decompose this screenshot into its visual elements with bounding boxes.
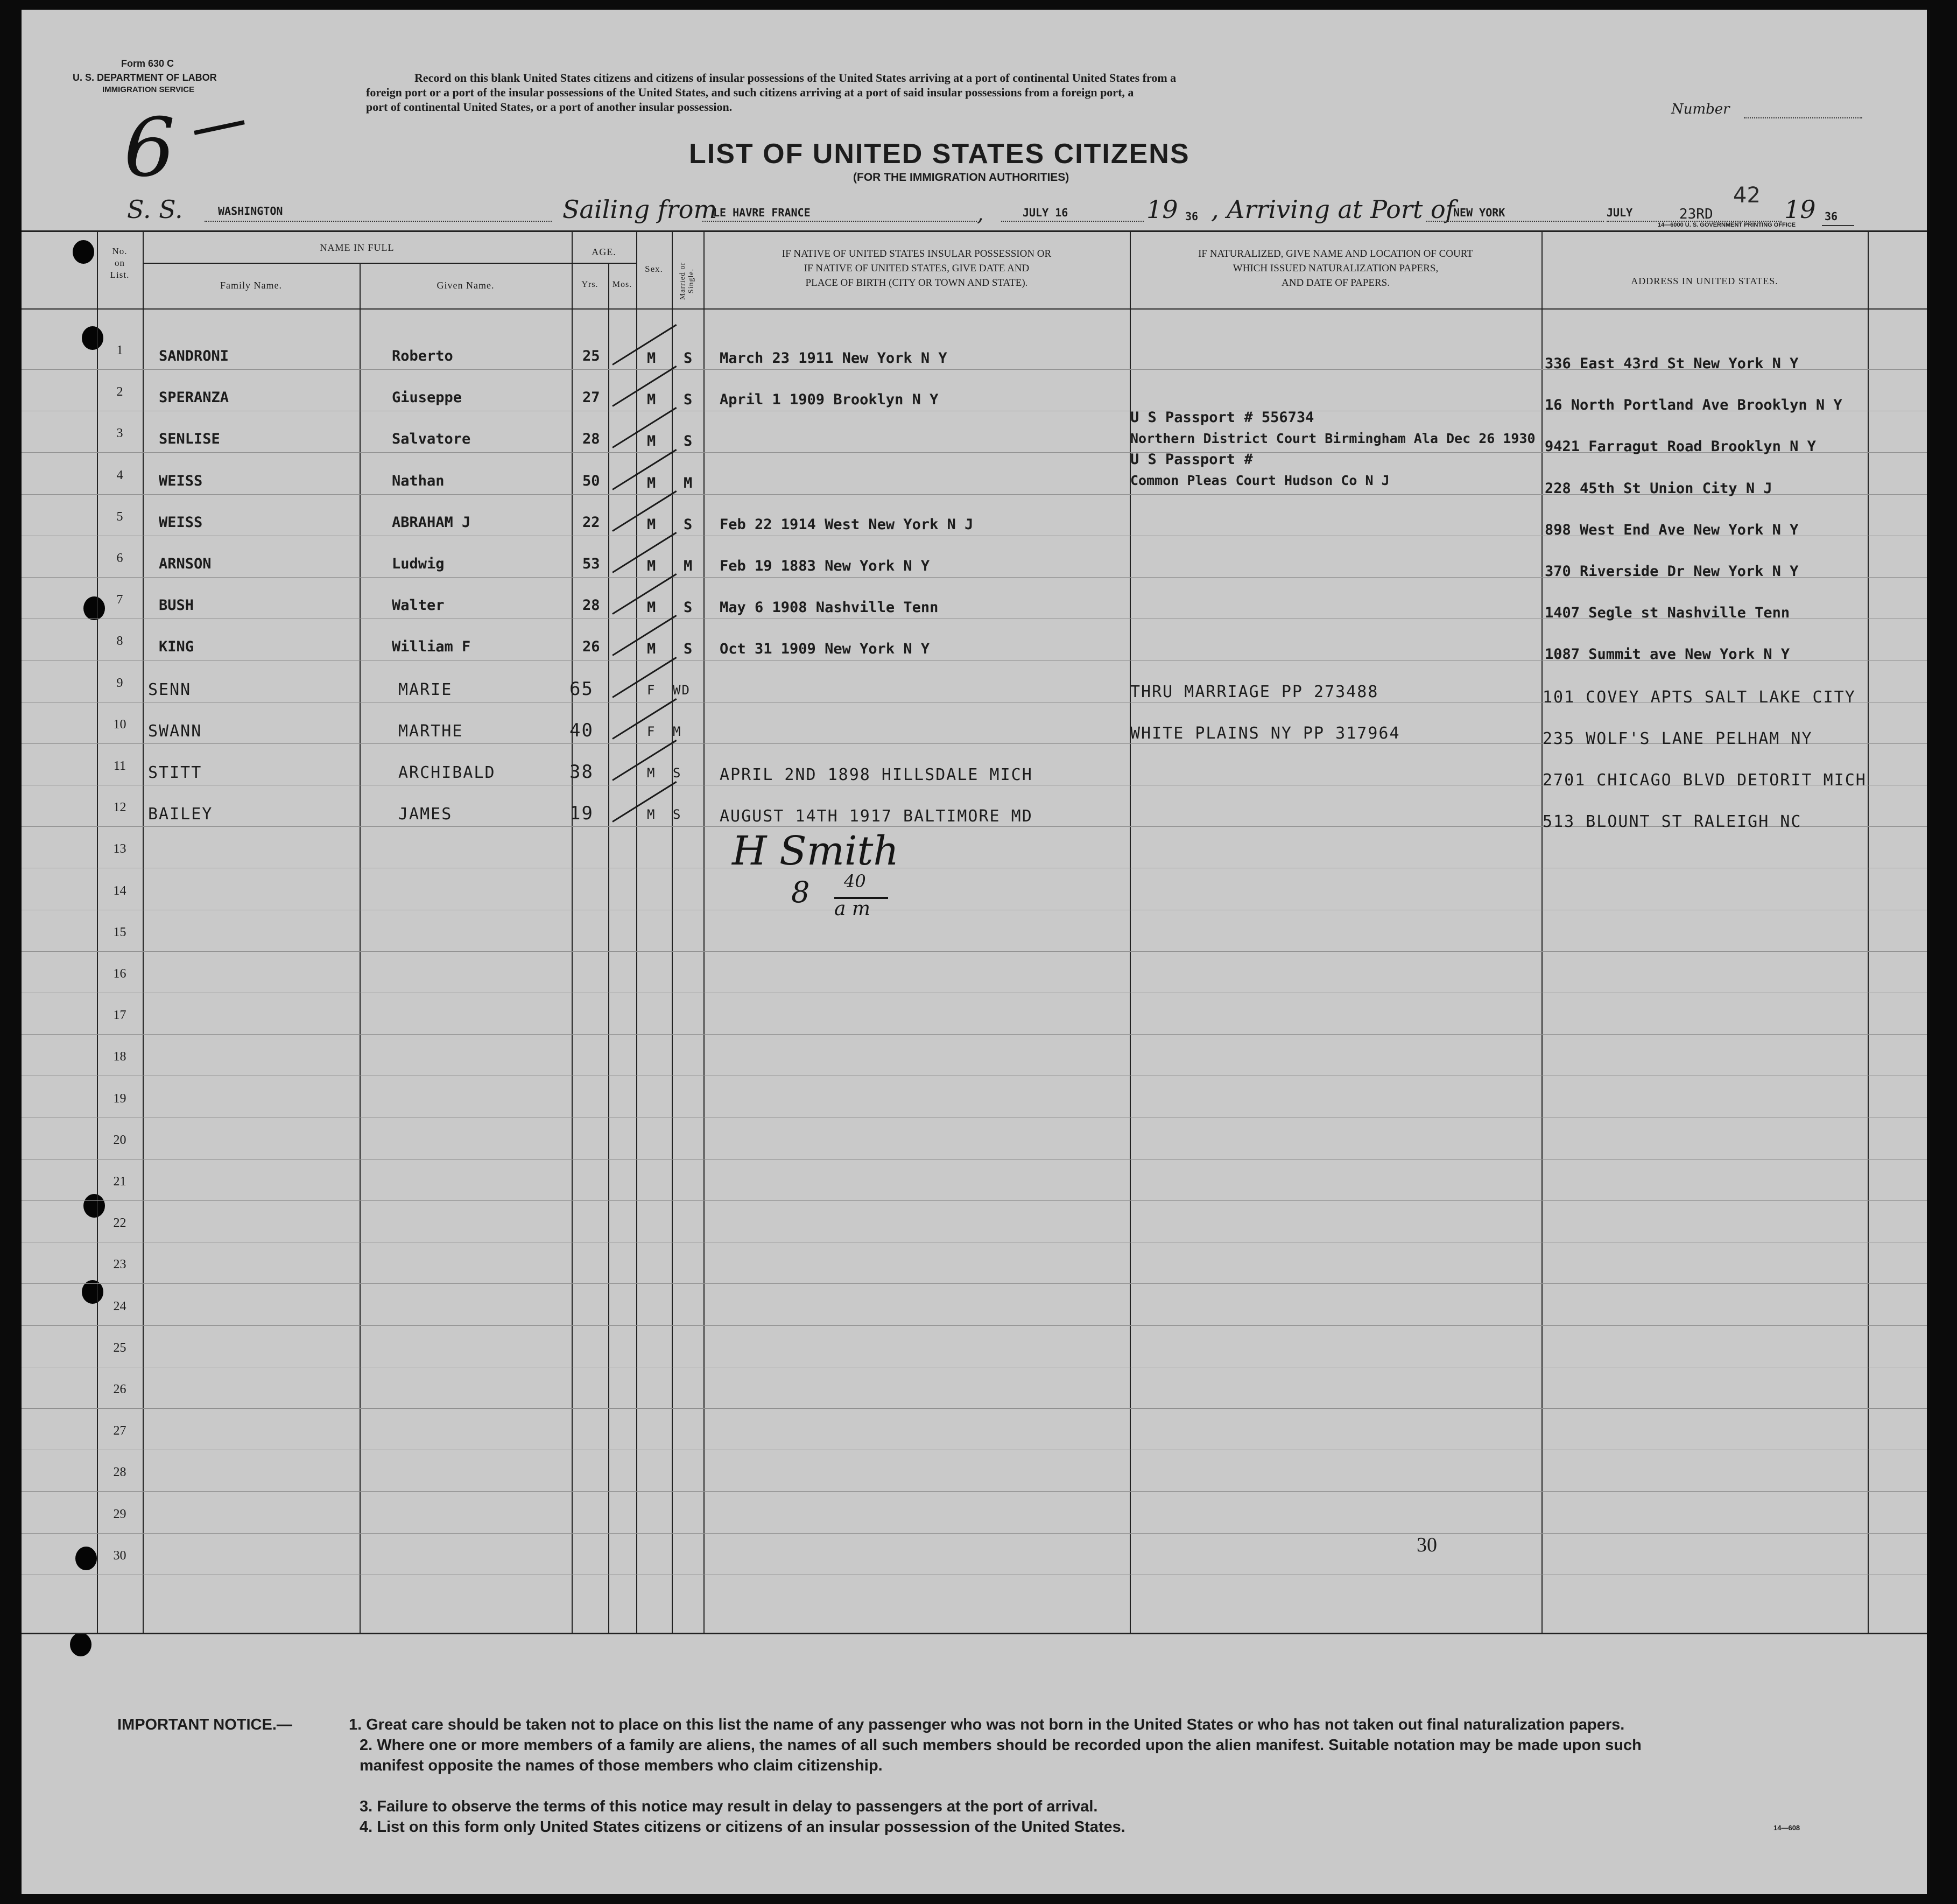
col-header-naturalized: [1130, 247, 1541, 290]
table-top-border: [22, 230, 1927, 232]
form-number: Form 630 C: [121, 58, 174, 69]
arrival-day: 23RD: [1679, 206, 1713, 222]
print-code-top: 14—6000 U. S. GOVERNMENT PRINTING OFFICE: [1658, 222, 1796, 228]
family-name: SPERANZA: [159, 389, 229, 406]
age-years: 28: [582, 597, 600, 614]
col-header-age: AGE.: [592, 247, 616, 257]
column-divider: [143, 230, 144, 1633]
sex: M: [647, 433, 656, 449]
arrival-year-line: [1822, 225, 1854, 226]
age-years: 25: [582, 348, 600, 364]
column-divider: [608, 263, 609, 1633]
row-number: 24: [113, 1299, 126, 1313]
marital-status: WD: [673, 683, 691, 698]
arrival-year: 36: [1825, 210, 1838, 223]
check-mark: [612, 366, 677, 407]
sex: M: [647, 475, 656, 491]
row-number: 12: [113, 800, 126, 814]
col-header-naturalized-line: IF NATURALIZED, GIVE NAME AND LOCATION OF COURT: [1198, 248, 1473, 259]
marital-status: M: [684, 558, 693, 574]
marital-status: M: [684, 475, 693, 491]
birth-details: April 1 1909 Brooklyn N Y: [720, 391, 939, 408]
row-rule: [22, 1034, 1927, 1035]
arriving-label: , Arriving at Port of: [1211, 195, 1455, 224]
sex: F: [647, 724, 656, 739]
check-mark: [612, 490, 677, 532]
handwritten-time-minutes: 40: [844, 871, 866, 891]
family-name: KING: [159, 638, 194, 655]
department: U. S. DEPARTMENT OF LABOR: [73, 72, 217, 83]
col-header-native-line: IF NATIVE OF UNITED STATES INSULAR POSSESSION OR: [782, 248, 1052, 259]
check-mark: [612, 407, 677, 448]
row-number: 6: [116, 551, 123, 565]
address: 1407 Segle st Nashville Tenn: [1545, 605, 1790, 621]
col-header-naturalized-line: AND DATE OF PAPERS.: [1282, 277, 1390, 289]
passport-note: U S Passport #: [1130, 451, 1253, 468]
col-header-no: [97, 245, 143, 281]
row-rule: [22, 1283, 1927, 1284]
row-number: 13: [113, 842, 126, 856]
row-number: 11: [113, 759, 126, 773]
birth-details: APRIL 2ND 1898 HILLSDALE MICH: [720, 765, 1033, 784]
address: 16 North Portland Ave Brooklyn N Y: [1545, 397, 1842, 413]
marital-status: S: [684, 516, 693, 533]
handwritten-signature: H Smith: [732, 828, 899, 874]
col-header-naturalized-line: WHICH ISSUED NATURALIZATION PAPERS,: [1233, 263, 1439, 274]
sailing-year: 36: [1185, 210, 1199, 223]
row-number: 25: [113, 1341, 126, 1355]
row-number: 1: [116, 343, 123, 357]
col-header-no-line: on: [115, 258, 125, 268]
address: 336 East 43rd St New York N Y: [1545, 355, 1799, 372]
check-mark: [612, 698, 677, 740]
check-mark: [612, 449, 677, 490]
check-mark: [612, 781, 677, 823]
row-number: 16: [113, 967, 126, 981]
handwritten-sheet-number: 42: [1733, 183, 1761, 208]
vessel-field-line: [205, 221, 552, 222]
marital-status: S: [684, 433, 693, 449]
column-divider: [1541, 230, 1543, 1633]
column-divider: [1868, 230, 1869, 1633]
row-number: 9: [116, 676, 123, 690]
handwritten-time-ampm: a m: [834, 898, 871, 920]
age-years: 27: [582, 389, 600, 406]
age-years: 28: [582, 431, 600, 447]
sex: M: [647, 350, 656, 367]
punch-hole: [75, 1547, 97, 1570]
family-name: STITT: [148, 763, 202, 782]
row-number: 5: [116, 510, 123, 524]
handwritten-page-mark: 6: [124, 101, 175, 195]
birth-details: Feb 22 1914 West New York N J: [720, 516, 974, 533]
col-header-name-in-full: NAME IN FULL: [320, 242, 395, 253]
address: 235 WOLF'S LANE PELHAM NY: [1543, 729, 1813, 748]
given-name: Walter: [392, 597, 445, 614]
vessel-name: WASHINGTON: [218, 205, 283, 217]
col-header-native-line: IF NATIVE OF UNITED STATES, GIVE DATE AND: [804, 263, 1030, 274]
age-years: 53: [582, 556, 600, 572]
col-header-no-line: No.: [112, 246, 128, 256]
age-years: 38: [569, 761, 594, 783]
punch-hole: [83, 1194, 105, 1218]
sailing-from-label: Sailing from: [562, 195, 717, 224]
row-number: 19: [113, 1092, 126, 1106]
row-rule: [22, 1408, 1927, 1409]
age-years: 65: [569, 678, 594, 700]
address: 898 West End Ave New York N Y: [1545, 522, 1799, 538]
sailing-from-port: LE HAVRE FRANCE: [713, 206, 811, 219]
family-name: BAILEY: [148, 805, 213, 824]
naturalization-details: THRU MARRIAGE PP 273488: [1130, 683, 1379, 701]
given-name: Giuseppe: [392, 389, 462, 406]
document-subtitle: (FOR THE IMMIGRATION AUTHORITIES): [853, 171, 1069, 184]
row-rule: [22, 1159, 1927, 1160]
manifest-sheet: [22, 10, 1927, 1894]
notice-title: IMPORTANT NOTICE.—: [117, 1716, 292, 1733]
col-header-given-name: Given Name.: [437, 280, 495, 291]
sex: M: [647, 516, 656, 533]
print-code: 14—608: [1773, 1824, 1800, 1832]
number-field-line: [1744, 117, 1862, 118]
row-number: 14: [113, 884, 126, 898]
row-number: 15: [113, 925, 126, 939]
col-header-address: ADDRESS IN UNITED STATES.: [1631, 276, 1778, 286]
row-number: 27: [113, 1424, 126, 1438]
arrival-port: NEW YORK: [1453, 206, 1505, 219]
column-divider: [672, 230, 673, 1633]
age-years: 40: [569, 720, 594, 741]
family-name: SANDRONI: [159, 348, 229, 364]
column-divider: [703, 230, 705, 1633]
ss-label: S. S.: [127, 195, 183, 224]
notice-item: 1. Great care should be taken not to place on this list the name of any passenger who was not born in the United States or who has not taken out final naturalization papers.: [349, 1716, 1625, 1733]
given-name: Salvatore: [392, 431, 471, 447]
family-name: SENN: [148, 680, 192, 699]
birth-details: March 23 1911 New York N Y: [720, 350, 947, 367]
col-header-sex: Sex.: [645, 264, 663, 274]
row-number: 26: [113, 1382, 126, 1396]
address: 228 45th St Union City N J: [1545, 480, 1772, 497]
arrival-port-line: [1426, 221, 1604, 222]
naturalization-details: Common Pleas Court Hudson Co N J: [1130, 473, 1390, 488]
row-rule: [22, 1200, 1927, 1201]
sheet-total: 30: [1417, 1534, 1437, 1556]
address: 2701 CHICAGO BLVD DETORIT MICH: [1543, 771, 1867, 790]
handwritten-dash: [194, 120, 245, 135]
sex: F: [647, 683, 656, 698]
birth-details: May 6 1908 Nashville Tenn: [720, 599, 939, 616]
col-header-months: Mos.: [612, 280, 632, 289]
column-divider: [360, 263, 361, 1633]
age-header-divider: [572, 263, 636, 264]
row-rule: [22, 951, 1927, 952]
passport-note: U S Passport # 556734: [1130, 409, 1314, 426]
punch-hole: [73, 240, 94, 264]
family-name: SENLISE: [159, 431, 220, 447]
sex: M: [647, 807, 656, 822]
header-bottom-border: [22, 308, 1927, 310]
handwritten-time: [791, 875, 809, 909]
row-number: 30: [113, 1549, 126, 1563]
notice-item: manifest opposite the names of those members who claim citizenship.: [360, 1757, 883, 1774]
instructions-line: foreign port or a port of the insular possessions of the United States, and such citizens arriving at a port of said insular possessions from a foreign port, a: [366, 86, 1134, 99]
family-name: WEISS: [159, 514, 203, 531]
address: 1087 Summit ave New York N Y: [1545, 646, 1790, 663]
naturalization-details: WHITE PLAINS NY PP 317964: [1130, 724, 1400, 743]
marital-status: S: [684, 350, 693, 367]
address: 9421 Farragut Road Brooklyn N Y: [1545, 438, 1816, 455]
address: 513 BLOUNT ST RALEIGH NC: [1543, 812, 1802, 831]
marital-status: M: [673, 724, 682, 739]
given-name: ARCHIBALD: [398, 763, 496, 782]
row-number: 23: [113, 1257, 126, 1271]
given-name: MARIE: [398, 680, 453, 699]
check-mark: [612, 657, 677, 698]
marital-status: S: [684, 599, 693, 616]
sailing-field-line: [702, 221, 977, 222]
family-name: BUSH: [159, 597, 194, 614]
instructions-line: Record on this blank United States citizens and citizens of insular possessions of the United States arriving at a port of continental United States from a: [414, 71, 1177, 85]
check-mark: [612, 532, 677, 573]
given-name: Roberto: [392, 348, 453, 364]
address: 101 COVEY APTS SALT LAKE CITY: [1543, 688, 1856, 707]
notice-item: 2. Where one or more members of a family are aliens, the names of all such members should be recorded upon the alien manifest. Suitable notation may be made upon such: [360, 1737, 1642, 1754]
check-mark: [612, 740, 677, 781]
row-number: 29: [113, 1507, 126, 1521]
row-rule: [22, 1491, 1927, 1492]
marital-status: S: [673, 765, 682, 781]
age-years: 22: [582, 514, 600, 531]
check-mark: [612, 615, 677, 656]
arrival-month: JULY: [1607, 206, 1633, 219]
number-label: Number: [1671, 101, 1730, 117]
row-number: 21: [113, 1175, 126, 1189]
col-header-married-or-single-text: Married or Single.: [679, 262, 695, 300]
punch-hole: [70, 1633, 91, 1656]
row-number: 28: [113, 1465, 126, 1479]
col-header-native: [703, 247, 1130, 290]
column-divider: [572, 230, 573, 1633]
family-name: WEISS: [159, 473, 203, 489]
name-header-divider: [143, 263, 572, 264]
age-years: 26: [582, 638, 600, 655]
given-name: Ludwig: [392, 556, 445, 572]
row-number: 2: [116, 385, 123, 399]
col-header-years: Yrs.: [581, 280, 599, 289]
marital-status: S: [684, 391, 693, 408]
check-mark: [612, 573, 677, 615]
column-divider: [636, 230, 637, 1633]
sailing-date-line: [1001, 221, 1144, 222]
birth-details: AUGUST 14TH 1917 BALTIMORE MD: [720, 807, 1033, 826]
row-rule: [22, 1533, 1927, 1534]
sex: M: [647, 641, 656, 657]
given-name: Nathan: [392, 473, 445, 489]
sex: M: [647, 765, 656, 781]
instructions: [366, 71, 1625, 114]
age-years: 50: [582, 473, 600, 489]
table-bottom-border: [22, 1633, 1927, 1634]
instructions-line: port of continental United States, or a port of another insular possession.: [366, 100, 733, 114]
address: 370 Riverside Dr New York N Y: [1545, 563, 1799, 580]
notice-item: 3. Failure to observe the terms of this notice may result in delay to passengers at the port of arrival.: [360, 1798, 1098, 1815]
row-number: 3: [116, 426, 123, 440]
col-header-married-or-single: [677, 247, 699, 306]
row-number: 8: [116, 634, 123, 648]
sex: M: [647, 599, 656, 616]
service: IMMIGRATION SERVICE: [102, 85, 195, 94]
birth-details: Oct 31 1909 New York N Y: [720, 641, 930, 657]
birth-details: Feb 19 1883 New York N Y: [720, 558, 930, 574]
sailing-year-prefix: 19: [1146, 195, 1178, 224]
naturalization-details: Northern District Court Birmingham Ala Dec 26 1930: [1130, 431, 1536, 446]
given-name: MARTHE: [398, 722, 463, 741]
given-name: JAMES: [398, 805, 453, 824]
marital-status: S: [684, 641, 693, 657]
row-number: 7: [116, 593, 123, 607]
given-name: ABRAHAM J: [392, 514, 471, 531]
handwritten-time-hour: 8: [791, 875, 810, 909]
notice-item: 4. List on this form only United States citizens or citizens of an insular possession of the United States.: [360, 1818, 1125, 1836]
col-header-family-name: Family Name.: [220, 280, 282, 291]
arrival-year-prefix: 19: [1784, 195, 1816, 224]
family-name: ARNSON: [159, 556, 212, 572]
col-header-no-line: List.: [110, 270, 130, 280]
family-name: SWANN: [148, 722, 202, 741]
row-rule: [22, 1325, 1927, 1326]
given-name: William F: [392, 638, 471, 655]
col-header-native-line: PLACE OF BIRTH (CITY OR TOWN AND STATE).: [805, 277, 1028, 289]
sex: M: [647, 391, 656, 408]
document-title: LIST OF UNITED STATES CITIZENS: [689, 138, 1190, 170]
row-number: 10: [113, 718, 126, 732]
age-years: 19: [569, 803, 594, 824]
row-number: 22: [113, 1216, 126, 1230]
row-number: 18: [113, 1050, 126, 1064]
marital-status: S: [673, 807, 682, 822]
row-number: 4: [116, 468, 123, 482]
check-mark: [612, 324, 677, 366]
row-number: 20: [113, 1133, 126, 1147]
sailing-date: JULY 16: [1023, 206, 1068, 219]
sex: M: [647, 558, 656, 574]
row-number: 17: [113, 1008, 126, 1022]
comma: ,: [977, 201, 984, 226]
